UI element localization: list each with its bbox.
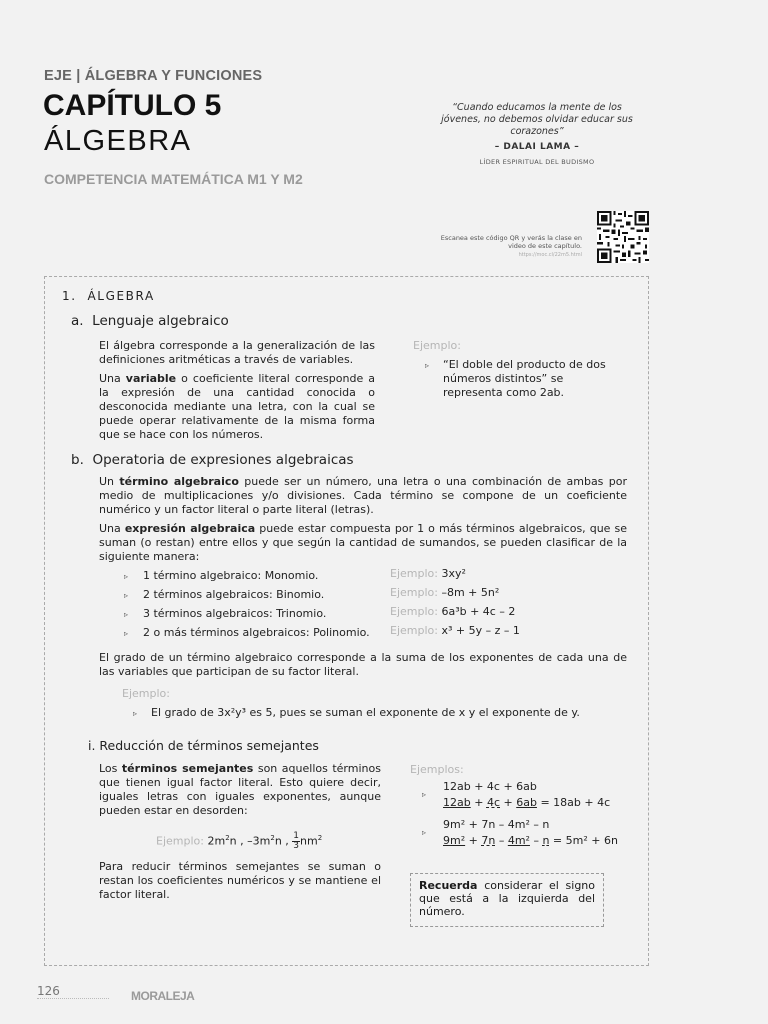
bullet-triangle-icon: ▹ <box>422 828 427 837</box>
reduction-rule: Para reducir términos semejantes se suman o restan los coeficientes numéricos y se mantiene el factor literal. <box>99 860 381 901</box>
similar-terms-definition: Los términos semejantes son aquellos términos que tienen igual factor literal. Esto quiere decir, iguales letras con iguales exponentes, aunque pueden estar en desorden: <box>99 762 381 817</box>
subsection-a-title: Lenguaje algebraico <box>92 313 229 329</box>
competency-label: COMPETENCIA MATEMÁTICA M1 Y M2 <box>44 171 303 187</box>
list-item-example: Ejemplo: x³ + 5y – z – 1 <box>390 624 520 637</box>
example-1-result: 12ab + 4c + 6ab = 18ab + 4c <box>443 796 611 809</box>
list-item-example: Ejemplo: 3xy² <box>390 567 466 580</box>
subsection-b-letter: b. <box>71 452 84 468</box>
qr-code-icon[interactable] <box>597 211 649 263</box>
quote-author: – DALAI LAMA – <box>494 142 580 152</box>
example-label: Ejemplo: <box>122 687 170 700</box>
algebraic-term-definition: Un término algebraico puede ser un número, una letra o una combinación de ambas por medio de multiplicaciones y/o divisiones. Cada término se compone de un coeficiente numérico y un factor literal o parte literal (letras). <box>99 475 627 516</box>
algebra-definition: El álgebra corresponde a la generalización de las definiciones aritméticas a través de variables. <box>99 339 375 366</box>
qr-caption-text: Escanea este código QR y verás la clase en video de este capítulo. <box>440 234 582 250</box>
subsection-i-title: i. Reducción de términos semejantes <box>88 738 319 753</box>
bullet-triangle-icon: ▹ <box>124 591 129 600</box>
list-item-text: 2 términos algebraicos: Binomio. <box>143 588 325 601</box>
qr-url[interactable]: https://moc.cl/22m5.html <box>518 252 582 258</box>
brand-logo: MORALEJA <box>131 989 195 1003</box>
example-text: “El doble del producto de dos números distintos” se representa como 2ab. <box>443 358 606 399</box>
section-heading <box>62 289 155 303</box>
bullet-triangle-icon: ▹ <box>124 610 129 619</box>
subsection-a-letter: a. <box>71 313 84 329</box>
chapter-number: CAPÍTULO 5 <box>43 89 222 122</box>
bullet-triangle-icon: ▹ <box>124 572 129 581</box>
degree-example: El grado de 3x²y³ es 5, pues se suman el exponente de x y el exponente de y. <box>151 706 580 719</box>
similar-terms-example: Ejemplo: $2m^2n$ , $-3m^2n$ , $\frac{1}{3}$ $nm^2$ <box>156 831 323 851</box>
bullet-triangle-icon: ▹ <box>133 709 138 718</box>
example-1-expression: 12ab + 4c + 6ab <box>443 780 537 793</box>
qr-caption <box>430 234 582 259</box>
variable-definition: Una variable o coeficiente literal corresponde a la expresión de una cantidad conocida o desconocida mediante una letra, con la cual se puede operar relativamente de la misma forma que se hace con los números. <box>99 372 375 441</box>
section-title: ÁLGEBRA <box>87 289 155 303</box>
examples-label: Ejemplos: <box>410 763 464 776</box>
reminder-box <box>410 873 604 927</box>
quote-text: “Cuando educamos la mente de los jóvenes, no debemos olvidar educar sus corazones” <box>441 102 633 137</box>
example-label: Ejemplo: <box>413 339 461 352</box>
example-2-result: 9m² + 7n – 4m² – n = 5m² + 6n <box>443 834 618 847</box>
quote-author-description: LÍDER ESPIRITUAL DEL BUDISMO <box>479 158 595 166</box>
algebraic-term: término algebraico <box>119 475 239 488</box>
similar-terms-term: términos semejantes <box>121 762 254 775</box>
bullet-triangle-icon: ▹ <box>422 790 427 799</box>
algebraic-expression-term: expresión algebraica <box>124 522 256 535</box>
axis-label: EJE | ÁLGEBRA Y FUNCIONES <box>44 68 263 84</box>
list-item-text: 1 término algebraico: Monomio. <box>143 569 319 582</box>
list-item-example: Ejemplo: –8m + 5n² <box>390 586 500 599</box>
subsection-a-heading <box>71 314 229 328</box>
bullet-triangle-icon: ▹ <box>425 361 430 370</box>
subsection-b-heading <box>71 453 354 467</box>
list-item-example: Ejemplo: 6a³b + 4c – 2 <box>390 605 516 618</box>
example-2-expression: 9m² + 7n – 4m² – n <box>443 818 550 831</box>
bullet-triangle-icon: ▹ <box>124 629 129 638</box>
degree-definition: El grado de un término algebraico corresponde a la suma de los exponentes de cada una de las variables que participan de su factor literal. <box>99 651 627 678</box>
subsection-b-title: Operatoria de expresiones algebraicas <box>92 452 354 468</box>
reminder-label: Recuerda <box>419 879 478 892</box>
variable-term: variable <box>125 372 177 385</box>
reminder-text: considerar el signo que está a la izquierda del número. <box>419 879 595 918</box>
section-number: 1. <box>62 289 77 303</box>
algebraic-expression-definition: Una expresión algebraica puede estar compuesta por 1 o más términos algebraicos, que se suman (o restan) entre ellos y que según la cantidad de sumandos, se pueden clasificar de la siguiente manera: <box>99 522 627 563</box>
chapter-title: ÁLGEBRA <box>44 125 192 157</box>
page-number: 126 <box>37 984 60 998</box>
list-item-text: 2 o más términos algebraicos: Polinomio. <box>143 626 370 639</box>
list-item-text: 3 términos algebraicos: Trinomio. <box>143 607 327 620</box>
divider <box>37 998 109 999</box>
